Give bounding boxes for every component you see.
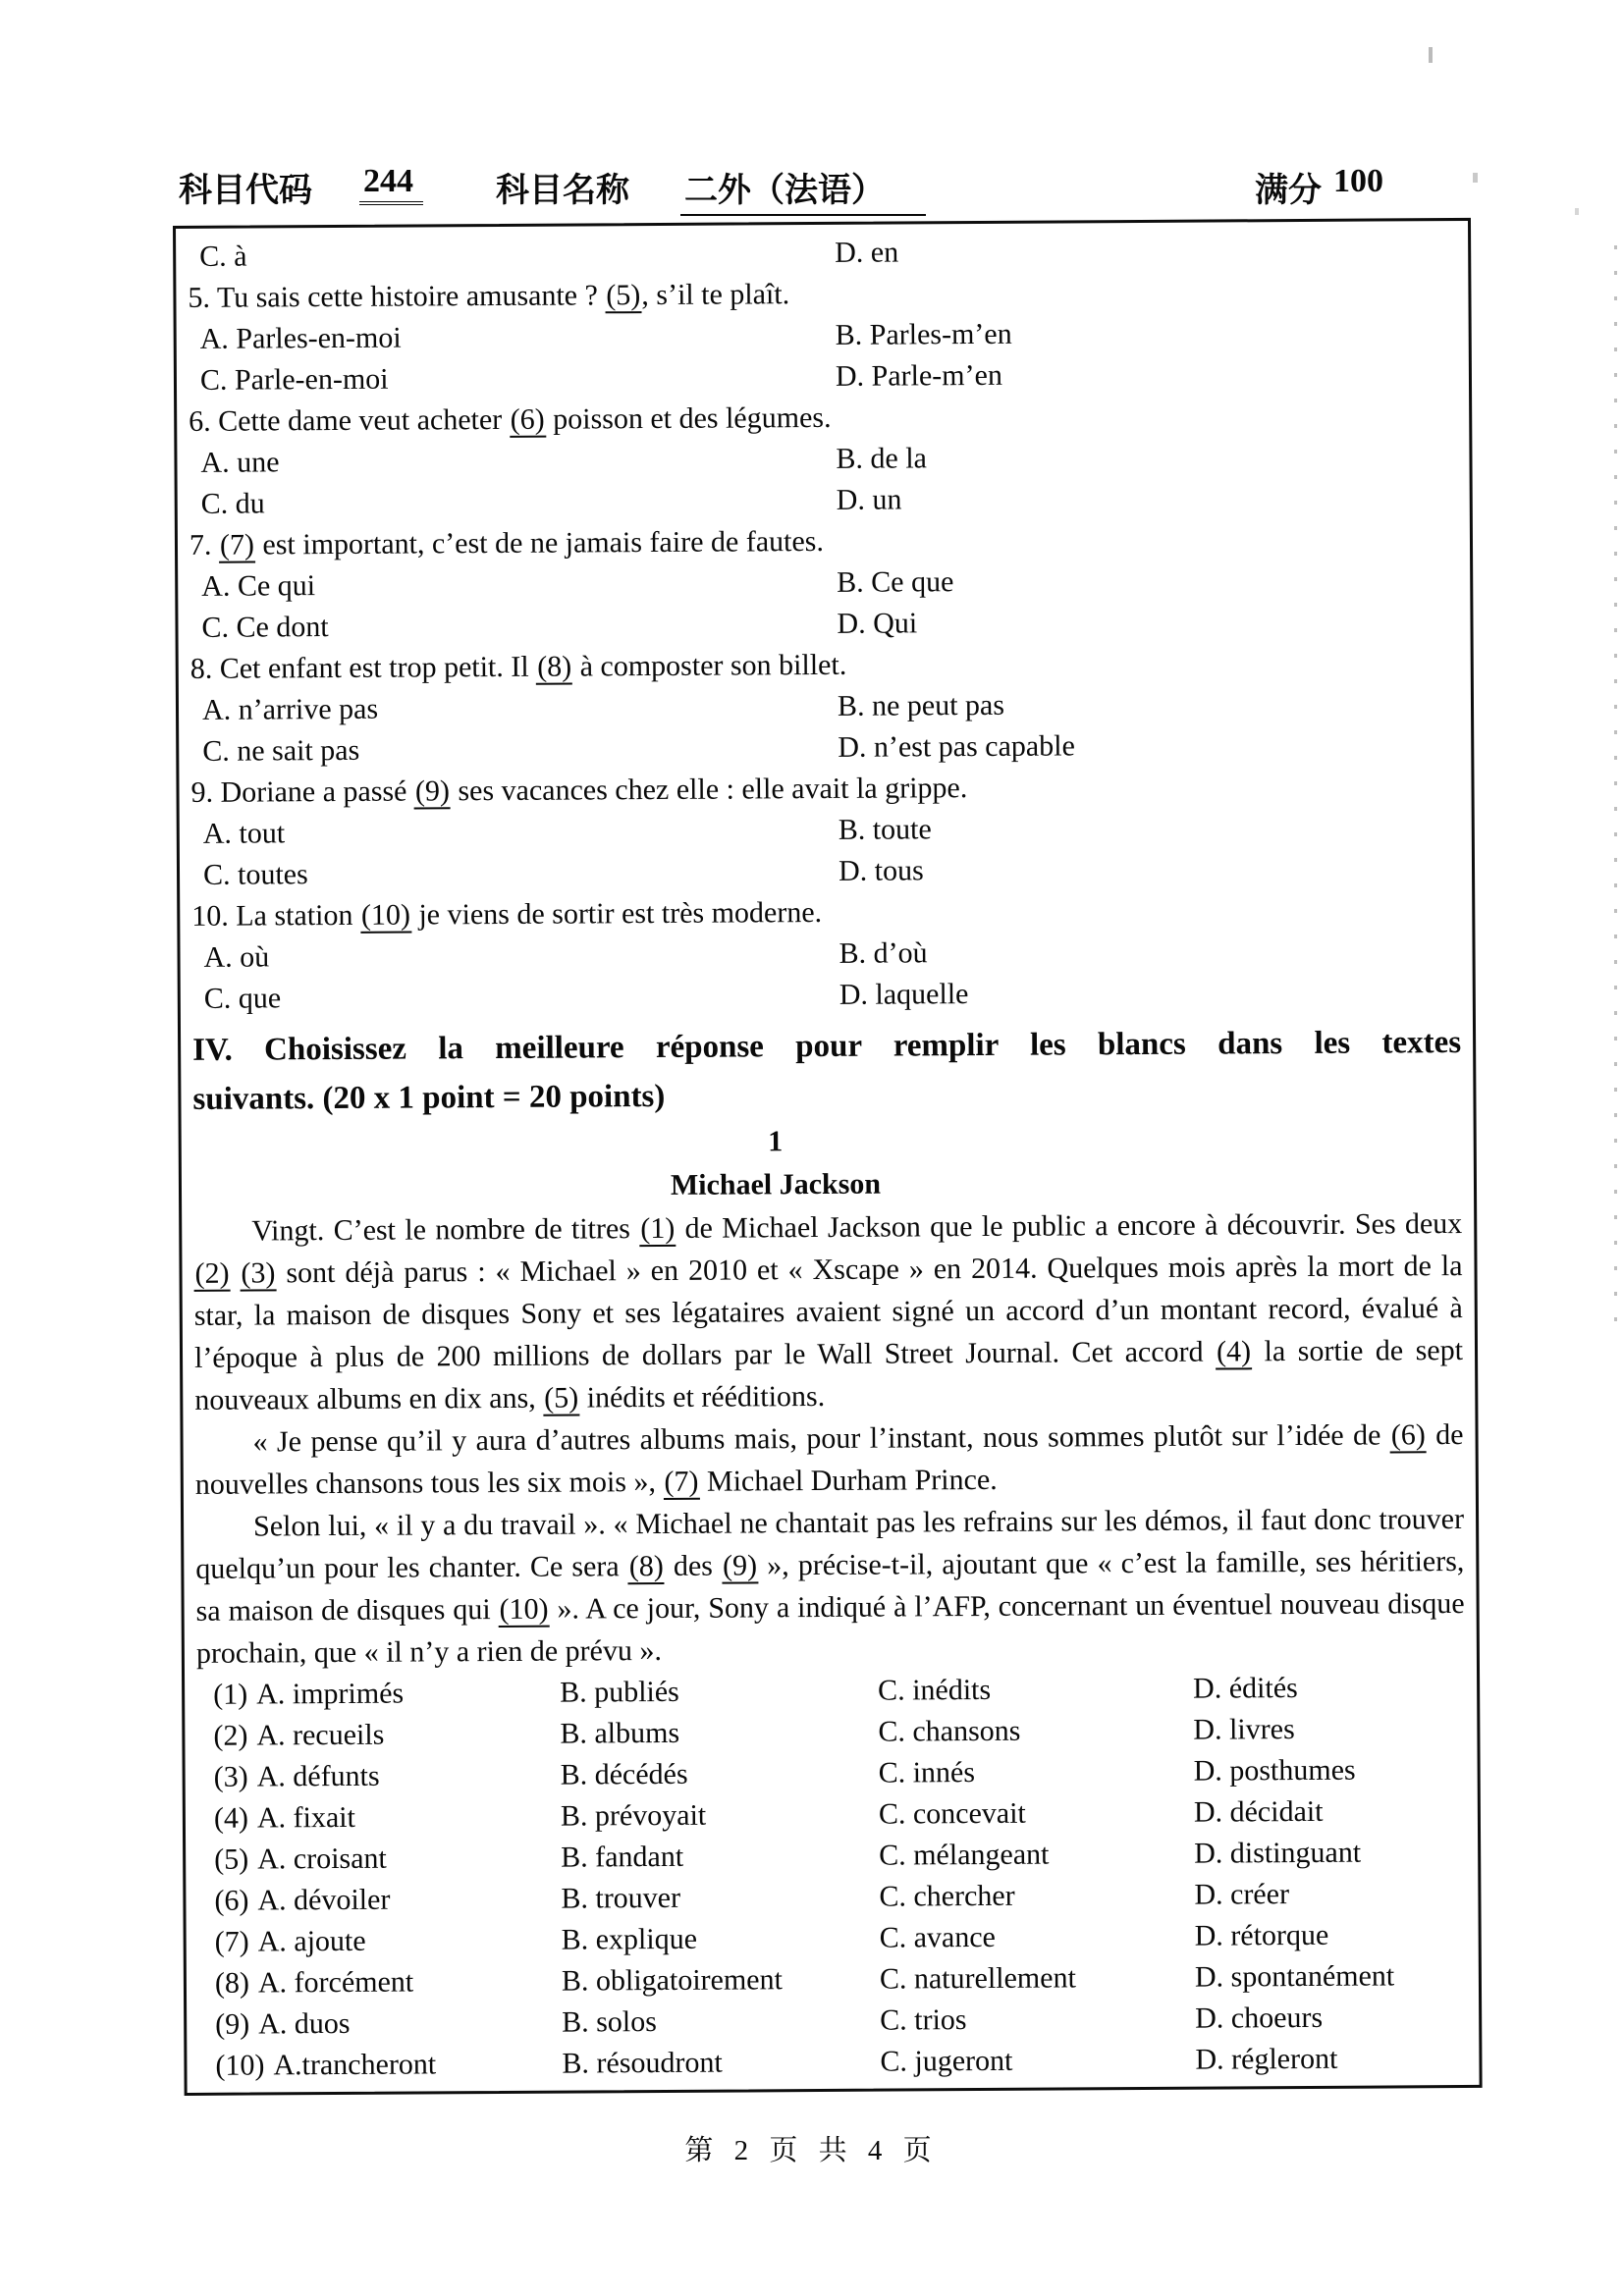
- option-a: A. fixait: [256, 1800, 355, 1835]
- row-number: (2): [213, 1719, 248, 1752]
- option-c: C. que: [203, 982, 282, 1015]
- option-d: D. décidait: [1193, 1794, 1324, 1829]
- question-stem: 9. Doriane a passé (9) ses vacances chez elle : elle avait la grippe.: [190, 772, 968, 809]
- row-number: (6): [214, 1884, 249, 1917]
- question-10: [191, 888, 1461, 1020]
- option-a: A. forcément: [257, 1965, 414, 2000]
- option-d: D. distinguant: [1194, 1836, 1362, 1870]
- option-d: D. spontanément: [1194, 1959, 1395, 1994]
- option-d: D. en: [835, 236, 899, 269]
- option-c: C. ne sait pas: [202, 733, 360, 768]
- option-a: A. n’arrive pas: [201, 692, 379, 726]
- section-4-heading: [192, 1018, 1462, 1124]
- options-cd: [192, 971, 1461, 1020]
- option-b: B. publiés: [560, 1675, 679, 1709]
- option-a: A.trancheront: [273, 2048, 437, 2082]
- option-a: A. dévoiler: [257, 1883, 391, 1917]
- option-d: D. un: [836, 483, 902, 516]
- option-c: C. toutes: [202, 858, 308, 891]
- option-b: B. albums: [560, 1716, 680, 1750]
- option-c: C. chercher: [879, 1879, 1015, 1913]
- option-b: B. toute: [838, 813, 932, 846]
- option-c: C. naturellement: [879, 1961, 1076, 1996]
- full-score-value: 100: [1333, 163, 1383, 199]
- row-number: (8): [214, 1966, 250, 2000]
- full-score-label: 满分: [1255, 173, 1322, 209]
- option-a: A. défunts: [256, 1759, 380, 1793]
- exam-content: [176, 221, 1480, 2087]
- option-b: B. ne peut pas: [837, 688, 1005, 722]
- exam-content-box: [173, 218, 1483, 2096]
- option-b: B. prévoyait: [560, 1798, 707, 1833]
- passage-title: Michael Jackson: [670, 1167, 882, 1201]
- page-number-info: 第 2 页 共 4 页: [684, 2135, 939, 2166]
- option-d: D. rétorque: [1194, 1918, 1329, 1952]
- option-a: A. imprimés: [256, 1677, 405, 1711]
- subject-name-value: 二外（法语）: [680, 163, 926, 216]
- scan-artifact-speck: [1429, 47, 1433, 63]
- row-number: (10): [215, 2049, 265, 2082]
- option-c: C. Parle-en-moi: [199, 362, 389, 397]
- question-7: [189, 517, 1459, 649]
- subject-name-label: 科目名称: [496, 173, 629, 209]
- option-row-10: [198, 2038, 1467, 2087]
- option-a: A. duos: [258, 2006, 351, 2041]
- option-c: C. inédits: [878, 1673, 992, 1707]
- option-b: B. d’où: [839, 936, 928, 970]
- option-a: A. recueils: [256, 1718, 385, 1752]
- row-number: (9): [215, 2007, 250, 2041]
- option-b: B. fandant: [561, 1840, 684, 1874]
- question-stem: 5. Tu sais cette histoire amusante ? (5), s’il te plaît.: [188, 278, 790, 314]
- option-b: B. Ce que: [837, 565, 954, 599]
- row-number: (4): [213, 1801, 248, 1835]
- passage-paragraph-1: Vingt. C’est le nombre de titres (1) de Michael Jackson que le public a encore à découvrir. Ses deux (2) (3) sont déjà parus : « Michael » en 2010 et « Xscape » en 2014. Quelques mois après la mort de la star, la maison de disques Sony et ses légataires avaient signé un accord d’un montant record, évalué à l’époque à plus de 200 millions de dollars par le Wall Street Journal. Cet accord (4) la sortie de sept nouveaux albums en dix ans, (5) inédits et rééditions.: [193, 1206, 1464, 1416]
- option-d: D. créer: [1194, 1878, 1290, 1911]
- option-b: B. de la: [836, 442, 928, 475]
- option-d: D. Parle-m’en: [835, 358, 1002, 393]
- option-a: A. tout: [202, 817, 286, 850]
- option-b: B. résoudront: [562, 2046, 723, 2080]
- option-b: B. décédés: [560, 1757, 688, 1791]
- option-c: C. du: [200, 487, 265, 520]
- option-d: D. n’est pas capable: [838, 729, 1075, 764]
- option-a: A. Parles-en-moi: [199, 321, 402, 355]
- page-header: [0, 163, 1623, 222]
- option-c: C. à: [199, 240, 247, 273]
- option-c: C. avance: [879, 1920, 997, 1954]
- option-c: C. Ce dont: [201, 611, 329, 644]
- cloze-options-grid: [196, 1667, 1468, 2087]
- option-b: B. obligatoirement: [561, 1963, 783, 1998]
- option-b: B. solos: [562, 2005, 657, 2039]
- section-4-heading-line2: suivants. (20 x 1 point = 20 points): [192, 1078, 666, 1117]
- subject-code-value: 244: [359, 163, 423, 205]
- option-d: D. régleront: [1195, 2042, 1338, 2076]
- option-c: C. trios: [880, 2003, 967, 2037]
- page-footer: [0, 2128, 1623, 2168]
- option-d: D. posthumes: [1193, 1753, 1356, 1788]
- question-stem: 8. Cet enfant est trop petit. Il (8) à composter son billet.: [189, 648, 847, 685]
- option-b: B. Parles-m’en: [835, 317, 1012, 351]
- option-d: D. laquelle: [839, 978, 969, 1011]
- option-d: D. choeurs: [1195, 2001, 1324, 2035]
- option-c: C. concevait: [878, 1796, 1026, 1831]
- option-a: A. où: [203, 940, 270, 974]
- option-a: A. Ce qui: [201, 569, 316, 603]
- option-c: C. chansons: [878, 1714, 1021, 1748]
- subject-code-label: 科目代码: [179, 173, 312, 209]
- option-c: C. jugeront: [880, 2044, 1013, 2078]
- option-b: B. trouver: [561, 1881, 681, 1915]
- question-stem: 10. La station (10) je viens de sortir est très moderne.: [191, 895, 823, 933]
- option-d: D. édités: [1193, 1672, 1298, 1705]
- question-8: [190, 641, 1460, 773]
- row-number: (5): [214, 1842, 249, 1876]
- question-stem: 7. (7) est important, c’est de ne jamais faire de fautes.: [189, 524, 824, 561]
- option-a: A. ajoute: [257, 1924, 366, 1958]
- question-stem: 6. Cette dame veut acheter (6) poisson et des légumes.: [189, 400, 832, 438]
- option-d: D. tous: [838, 854, 924, 887]
- passage-number: 1: [768, 1125, 784, 1158]
- question-5: [188, 270, 1457, 401]
- row-number: (1): [213, 1678, 248, 1711]
- option-c: C. innés: [878, 1756, 976, 1789]
- option-c: C. mélangeant: [879, 1838, 1050, 1872]
- row-number: (7): [214, 1925, 249, 1958]
- option-d: D. livres: [1193, 1713, 1295, 1746]
- option-a: A. croisant: [257, 1842, 387, 1876]
- option-d: D. Qui: [837, 607, 918, 640]
- scan-artifact-dotted-line: [1614, 245, 1617, 1325]
- section-4-heading-line1: IV. Choisissez la meilleure réponse pour remplir les blancs dans les textes: [192, 1025, 1462, 1068]
- option-a: A. une: [200, 446, 280, 479]
- passage-paragraph-2: « Je pense qu’il y aura d’autres albums mais, pour l’instant, nous sommes plutôt sur l’idée de (6) de nouvelles chansons tous les six mois », (7) Michael Durham Prince.: [194, 1417, 1464, 1501]
- option-b: B. explique: [561, 1922, 698, 1956]
- passage-paragraph-3: Selon lui, « il y a du travail ». « Michael ne chantait pas les refrains sur les démos, il faut donc trouver quelqu’un pour les chanter. Ce sera (8) des (9) », précise-t-il, ajoutant que « c’est la famille, ses héritiers, sa maison de disques qui (10) ». A ce jour, Sony a indiqué à l’AFP, concernant un éventuel nouveau disque prochain, que « il n’y a rien de prévu ».: [195, 1502, 1465, 1670]
- row-number: (3): [213, 1760, 248, 1793]
- question-6: [189, 394, 1458, 525]
- question-9: [190, 765, 1460, 896]
